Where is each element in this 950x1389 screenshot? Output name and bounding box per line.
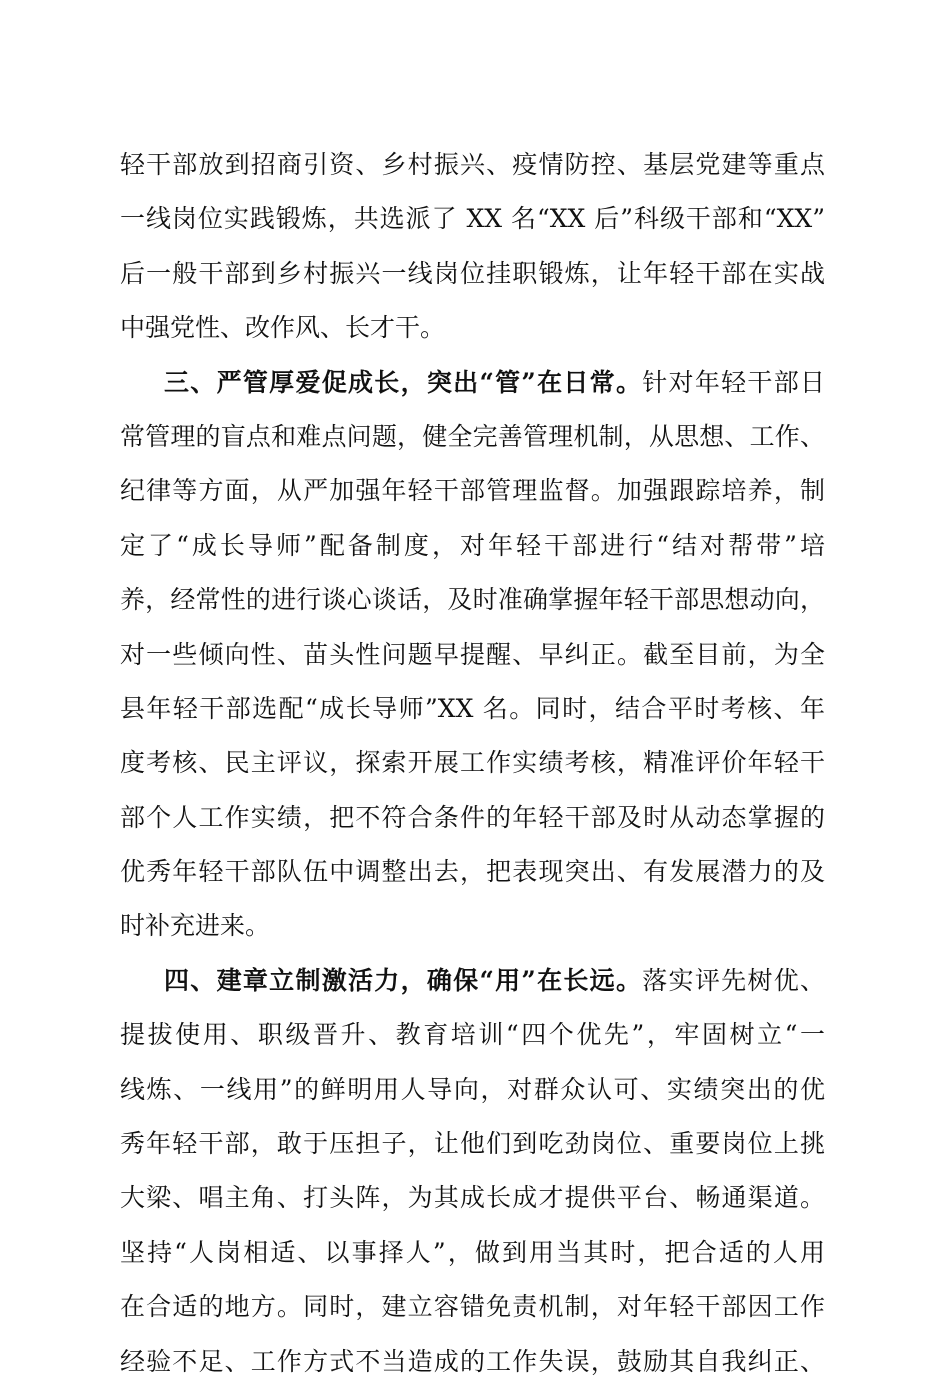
text-line: 优秀年轻干部队伍中调整出去，把表现突出、有发展潜力的及 [120,857,825,887]
section-heading: 四、建章立制激活力，确保“用”在长远。 [164,965,643,995]
text-line: 一线岗位实践锻炼，共选派了 XX 名“XX 后”科级干部和“XX” [120,204,825,234]
paragraph-2 [120,356,825,954]
text-line: 度考核、民主评议，探索开展工作实绩考核，精准评价年轻干 [120,748,825,778]
text-line: 定了“成长导师”配备制度，对年轻干部进行“结对帮带”培 [120,530,825,560]
text-line: 中强党性、改作风、长才干。 [120,313,446,343]
section-heading: 三、严管厚爱促成长，突出“管”在日常。 [164,367,643,397]
text-line: 在合适的地方。同时，建立容错免责机制，对年轻干部因工作 [120,1292,825,1322]
paragraph-3 [120,954,825,1389]
text-line: 线炼、一线用”的鲜明用人导向，对群众认可、实绩突出的优 [120,1074,825,1104]
document-body [120,138,825,1389]
text-line: 经验不足、工作方式不当造成的工作失误，鼓励其自我纠正、 [120,1346,825,1376]
text-line: 提拔使用、职级晋升、教育培训“四个优先”，牢固树立“一 [120,1020,825,1050]
text-line: 部个人工作实绩，把不符合条件的年轻干部及时从动态掌握的 [120,802,825,832]
text-line [120,954,825,1008]
text-line: 养，经常性的进行谈心谈话，及时准确掌握年轻干部思想动向， [120,585,825,615]
text-line: 县年轻干部选配“成长导师”XX 名。同时，结合平时考核、年 [120,693,825,723]
text-line: 秀年轻干部，敢于压担子，让他们到吃劲岗位、重要岗位上挑 [120,1129,825,1159]
text-line: 大梁、唱主角、打头阵，为其成长成才提供平台、畅通渠道。 [120,1183,825,1213]
text-line: 轻干部放到招商引资、乡村振兴、疫情防控、基层党建等重点 [120,150,825,179]
text-line: 坚持“人岗相适、以事择人”，做到用当其时，把合适的人用 [120,1237,825,1267]
paragraph-1 [120,138,825,356]
text-line: 常管理的盲点和难点问题，健全完善管理机制，从思想、工作、 [120,421,825,451]
text-line [120,356,825,410]
text-line: 后一般干部到乡村振兴一线岗位挂职锻炼，让年轻干部在实战 [120,258,825,288]
text-line: 纪律等方面，从严加强年轻干部管理监督。加强跟踪培养，制 [120,476,825,506]
text-run: 针对年轻干部日 [642,367,825,397]
text-line: 时补充进来。 [120,911,271,941]
text-line: 对一些倾向性、苗头性问题早提醒、早纠正。截至目前，为全 [120,639,825,669]
text-run: 落实评先树优、 [642,965,825,995]
